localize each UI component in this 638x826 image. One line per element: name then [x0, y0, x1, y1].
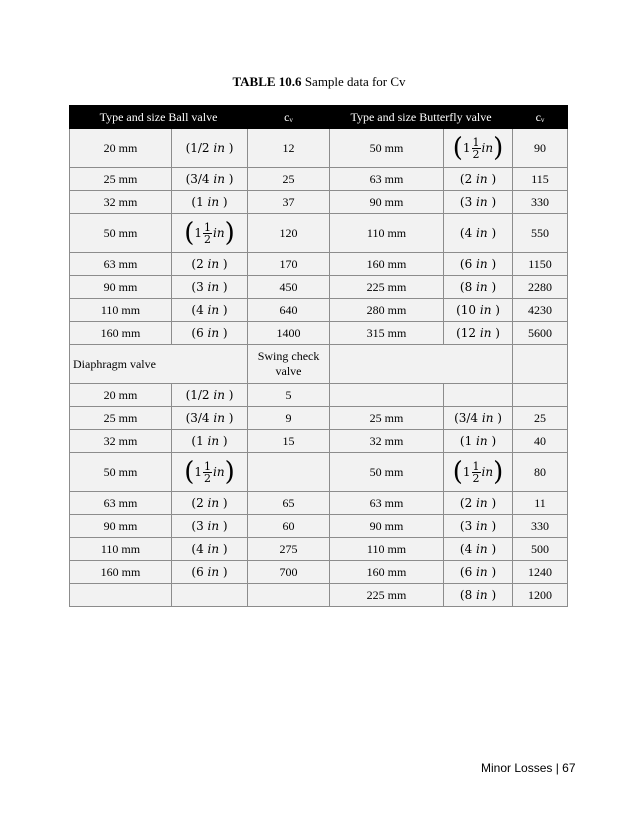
- size-inch-cell: (1/2 in ): [172, 384, 248, 407]
- size-inch-cell-2: (4 in ): [444, 214, 513, 253]
- table-row: [70, 492, 568, 515]
- size-mm-cell-2: 225 mm: [330, 584, 444, 607]
- cv-cell-2: [513, 384, 568, 407]
- size-inch-cell-2: (2 in ): [444, 492, 513, 515]
- table-row: [70, 214, 568, 253]
- size-mm-cell-2: 160 mm: [330, 561, 444, 584]
- cv-cell-2: 1200: [513, 584, 568, 607]
- size-mm-cell-2: 280 mm: [330, 299, 444, 322]
- size-mm-cell: 20 mm: [70, 384, 172, 407]
- empty-cell: [330, 345, 513, 384]
- cv-cell-2: 2280: [513, 276, 568, 299]
- size-inch-cell-2: [444, 129, 513, 168]
- size-inch-cell-2: (1 in ): [444, 430, 513, 453]
- size-inch-cell-2: (3/4 in ): [444, 407, 513, 430]
- cv-cell: 12: [248, 129, 330, 168]
- size-mm-cell-2: 25 mm: [330, 407, 444, 430]
- cv-cell-2: 500: [513, 538, 568, 561]
- size-inch-cell: (6 in ): [172, 561, 248, 584]
- size-mm-cell-2: 90 mm: [330, 515, 444, 538]
- size-mm-cell-2: 225 mm: [330, 276, 444, 299]
- size-mm-cell: 110 mm: [70, 538, 172, 561]
- caption-text: Sample data for Cv: [301, 74, 406, 89]
- table-row: [70, 129, 568, 168]
- size-mm-cell: [70, 584, 172, 607]
- cv-cell: 65: [248, 492, 330, 515]
- cv-cell: 60: [248, 515, 330, 538]
- table-row: [70, 299, 568, 322]
- size-mm-cell-2: 63 mm: [330, 492, 444, 515]
- cv-cell-2: 4230: [513, 299, 568, 322]
- section-2-row: [70, 345, 568, 384]
- size-mm-cell-2: 32 mm: [330, 430, 444, 453]
- size-inch-cell: (6 in ): [172, 322, 248, 345]
- table-row: [70, 407, 568, 430]
- size-mm-cell-2: 50 mm: [330, 453, 444, 492]
- cv-table: [69, 105, 568, 607]
- table-row: [70, 384, 568, 407]
- cv-cell-2: 40: [513, 430, 568, 453]
- mixed-fraction: ( 1 1 2 in ): [452, 133, 504, 163]
- cv-cell-2: 330: [513, 515, 568, 538]
- size-inch-cell: [172, 214, 248, 253]
- size-mm-cell-2: 50 mm: [330, 129, 444, 168]
- cv-cell-2: 550: [513, 214, 568, 253]
- cv-cell: 640: [248, 299, 330, 322]
- cv-cell: 700: [248, 561, 330, 584]
- header-row: [70, 106, 568, 129]
- size-inch-cell: (2 in ): [172, 253, 248, 276]
- caption-label: TABLE 10.6: [232, 74, 302, 89]
- section-2-header: [70, 345, 568, 384]
- mixed-fraction: ( 1 1 2 in ): [452, 457, 504, 487]
- size-inch-cell-2: (8 in ): [444, 584, 513, 607]
- size-inch-cell: [172, 453, 248, 492]
- diaphragm-valve-label: Diaphragm valve: [70, 345, 248, 384]
- size-mm-cell: 160 mm: [70, 561, 172, 584]
- cv-cell: 170: [248, 253, 330, 276]
- size-inch-cell: (3 in ): [172, 276, 248, 299]
- size-mm-cell-2: 110 mm: [330, 214, 444, 253]
- cv-cell-2: 90: [513, 129, 568, 168]
- table-row: [70, 276, 568, 299]
- header-cv-1: cᵥ: [248, 106, 330, 129]
- mixed-fraction: ( 1 1 2 in ): [184, 218, 235, 248]
- size-mm-cell: 25 mm: [70, 407, 172, 430]
- diaphragm-swing-rows: [70, 384, 568, 607]
- size-mm-cell: 90 mm: [70, 276, 172, 299]
- table-caption: [0, 74, 638, 90]
- size-mm-cell: 50 mm: [70, 214, 172, 253]
- size-mm-cell-2: 90 mm: [330, 191, 444, 214]
- size-mm-cell-2: 315 mm: [330, 322, 444, 345]
- size-mm-cell-2: [330, 384, 444, 407]
- size-inch-cell: (1 in ): [172, 191, 248, 214]
- ball-butterfly-rows: [70, 129, 568, 345]
- table-row: [70, 538, 568, 561]
- size-inch-cell-2: (8 in ): [444, 276, 513, 299]
- cv-cell-2: 1150: [513, 253, 568, 276]
- size-mm-cell: 25 mm: [70, 168, 172, 191]
- cv-cell-2: 25: [513, 407, 568, 430]
- cv-cell-2: 1240: [513, 561, 568, 584]
- size-inch-cell: [172, 584, 248, 607]
- size-inch-cell: (1/2 in ): [172, 129, 248, 168]
- header-cv-2: cᵥ: [513, 106, 568, 129]
- size-mm-cell: 90 mm: [70, 515, 172, 538]
- cv-cell-2: 115: [513, 168, 568, 191]
- size-inch-cell-2: [444, 384, 513, 407]
- page-footer: Minor Losses | 67: [481, 761, 576, 775]
- cv-cell: [248, 584, 330, 607]
- cv-cell: 275: [248, 538, 330, 561]
- size-inch-cell-2: (6 in ): [444, 561, 513, 584]
- cv-cell: [248, 453, 330, 492]
- table-row: [70, 253, 568, 276]
- size-inch-cell: (1 in ): [172, 430, 248, 453]
- size-inch-cell-2: (10 in ): [444, 299, 513, 322]
- size-inch-cell: (2 in ): [172, 492, 248, 515]
- cv-cell: 9: [248, 407, 330, 430]
- cv-cell: 450: [248, 276, 330, 299]
- cv-cell: 120: [248, 214, 330, 253]
- table-row: [70, 561, 568, 584]
- size-inch-cell-2: (4 in ): [444, 538, 513, 561]
- size-inch-cell: (4 in ): [172, 299, 248, 322]
- cv-cell: 1400: [248, 322, 330, 345]
- size-mm-cell: 160 mm: [70, 322, 172, 345]
- cv-cell: 15: [248, 430, 330, 453]
- cv-cell-2: 80: [513, 453, 568, 492]
- size-inch-cell-2: (2 in ): [444, 168, 513, 191]
- cv-cell: 37: [248, 191, 330, 214]
- size-inch-cell: (3/4 in ): [172, 407, 248, 430]
- header-butterfly-valve: Type and size Butterfly valve: [330, 106, 513, 129]
- size-inch-cell: (4 in ): [172, 538, 248, 561]
- size-mm-cell: 63 mm: [70, 253, 172, 276]
- table-row: [70, 168, 568, 191]
- size-mm-cell-2: 63 mm: [330, 168, 444, 191]
- table-row: [70, 515, 568, 538]
- size-inch-cell-2: [444, 453, 513, 492]
- table-row: [70, 453, 568, 492]
- cv-cell: 5: [248, 384, 330, 407]
- size-inch-cell-2: (12 in ): [444, 322, 513, 345]
- size-inch-cell-2: (3 in ): [444, 515, 513, 538]
- cv-cell-2: 330: [513, 191, 568, 214]
- mixed-fraction: ( 1 1 2 in ): [184, 457, 235, 487]
- cv-cell-2: 11: [513, 492, 568, 515]
- size-inch-cell: (3 in ): [172, 515, 248, 538]
- size-mm-cell: 32 mm: [70, 430, 172, 453]
- size-mm-cell-2: 160 mm: [330, 253, 444, 276]
- size-mm-cell: 32 mm: [70, 191, 172, 214]
- cv-cell: 25: [248, 168, 330, 191]
- table-row: [70, 191, 568, 214]
- size-mm-cell: 63 mm: [70, 492, 172, 515]
- size-mm-cell: 50 mm: [70, 453, 172, 492]
- size-inch-cell-2: (6 in ): [444, 253, 513, 276]
- size-mm-cell-2: 110 mm: [330, 538, 444, 561]
- cv-cell-2: 5600: [513, 322, 568, 345]
- table-row: [70, 430, 568, 453]
- size-mm-cell: 110 mm: [70, 299, 172, 322]
- swing-check-valve-label: Swing check valve: [248, 345, 330, 384]
- table-row: [70, 322, 568, 345]
- size-mm-cell: 20 mm: [70, 129, 172, 168]
- empty-cell: [513, 345, 568, 384]
- size-inch-cell: (3/4 in ): [172, 168, 248, 191]
- size-inch-cell-2: (3 in ): [444, 191, 513, 214]
- header-ball-valve: Type and size Ball valve: [70, 106, 248, 129]
- table-row: [70, 584, 568, 607]
